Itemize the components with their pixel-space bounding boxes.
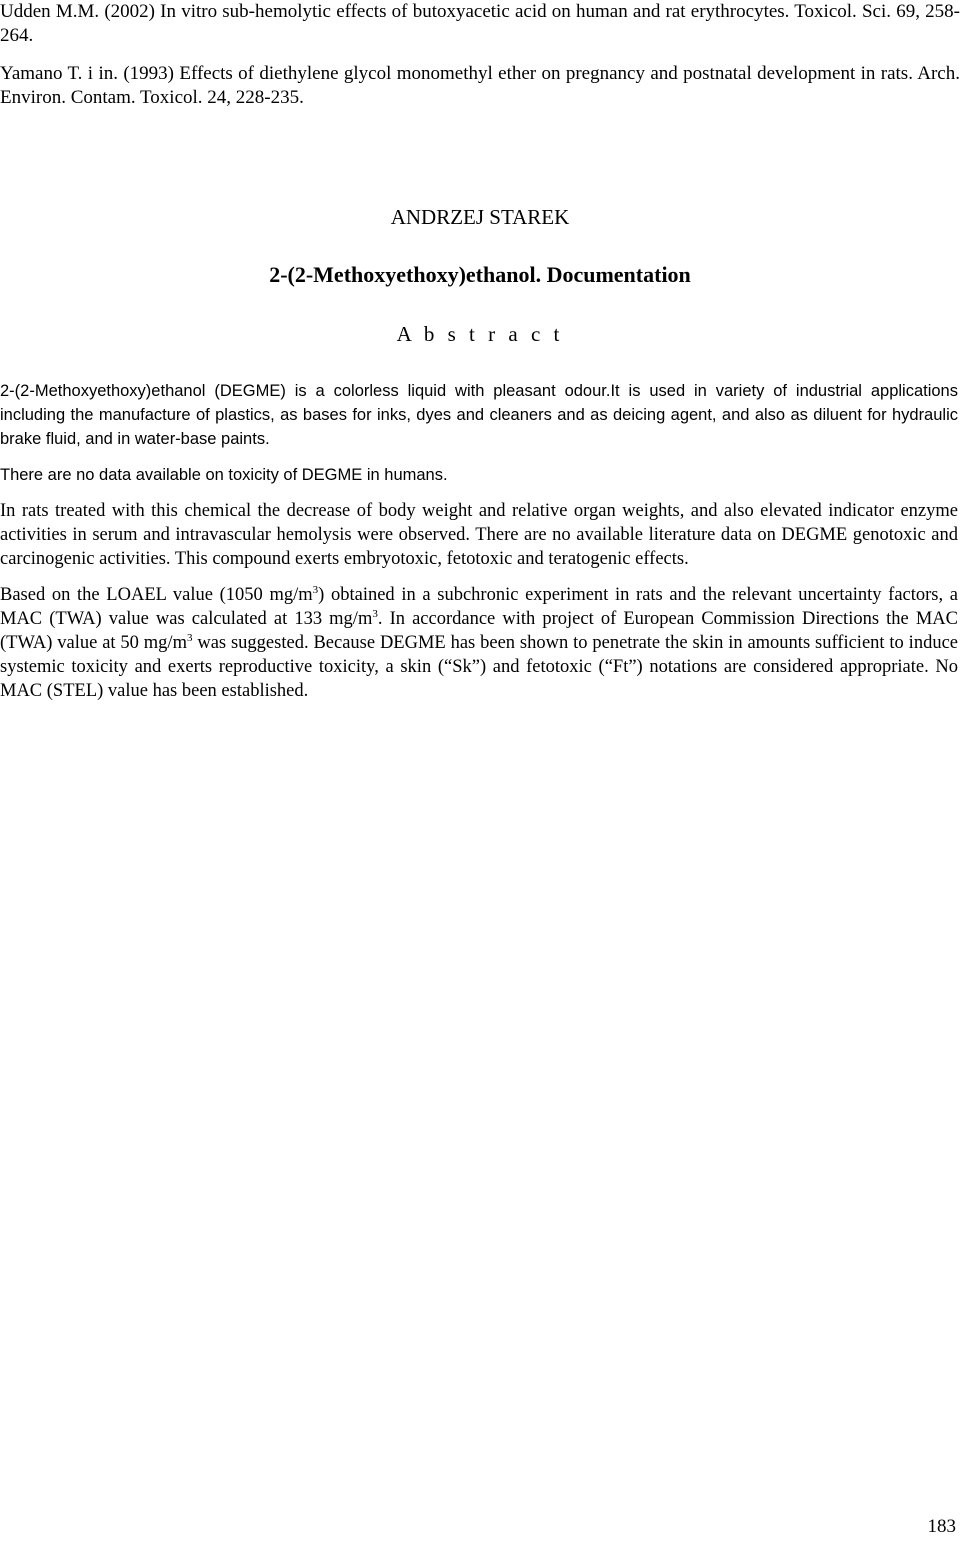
abstract-p1-rest: is used in variety of industrial applications including the manufacture of plastics, as bases for inks, dyes and cleaners and as deicing agent, and also as diluent for hydraulic brake fluid, and in water-base paints. <box>0 382 958 448</box>
abstract-p1-it: It <box>610 382 620 400</box>
page-number: 183 <box>927 1516 956 1537</box>
abstract-paragraph-2: There are no data available on toxicity of DEGME in humans. <box>0 466 448 484</box>
abstract-paragraph-4 <box>0 583 958 703</box>
abstract-body <box>0 379 958 715</box>
superscript-3: 3 <box>312 583 319 596</box>
superscript-3: 3 <box>372 607 378 620</box>
abstract-p1-lead: 2-(2-Methoxyethoxy)ethanol (DEGME) is a colorless liquid with pleasant odour. <box>0 382 611 400</box>
abstract-p4-part-d: was suggested. Because DEGME has been shown to penetrate the skin in amounts sufficient to induce systemic toxicity and exerts reproductive toxicity, a skin (“Sk”) and fetotoxic (“Ft”) notations are considered appropriate. No MAC (STEL) value has been established. <box>0 633 958 701</box>
superscript-3: 3 <box>186 631 193 644</box>
reference-udden: Udden M.M. (2002) In vitro sub-hemolytic effects of butoxyacetic acid on human and rat erythrocytes. Toxicol. Sci. 69, 258-264. <box>0 1 960 46</box>
abstract-p4-part-a: Based on the LOAEL value (1050 mg/m <box>0 585 313 605</box>
abstract-paragraph-3: In rats treated with this chemical the decrease of body weight and relative organ weights, and also elevated indicator enzyme activities in serum and intravascular hemolysis were observed. There are no available literature data on DEGME genotoxic and carcinogenic activities. This compound exerts embryotoxic, fetotoxic and teratogenic effects. <box>0 501 958 569</box>
abstract-paragraph-1 <box>0 379 958 451</box>
abstract-p4-part-b: ) obtained in a subchronic experiment in rats and the relevant uncertainty factors, a MAC (TWA) value was calculated at 133 mg/m <box>0 585 958 629</box>
abstract-heading: A b s t r a c t <box>396 322 564 346</box>
reference-yamano: Yamano T. i in. (1993) Effects of diethylene glycol monomethyl ether on pregnancy and postnatal development in rats. Arch. Environ. Contam. Toxicol. 24, 228-235. <box>0 63 960 108</box>
document-title: 2-(2-Methoxyethoxy)ethanol. Documentation <box>269 262 691 287</box>
abstract-p4-part-c: . In accordance with project of European Commission Directions the MAC (TWA) value at 50 mg/m <box>0 609 958 653</box>
reference-list <box>0 0 960 124</box>
author-name: ANDRZEJ STAREK <box>390 205 570 229</box>
